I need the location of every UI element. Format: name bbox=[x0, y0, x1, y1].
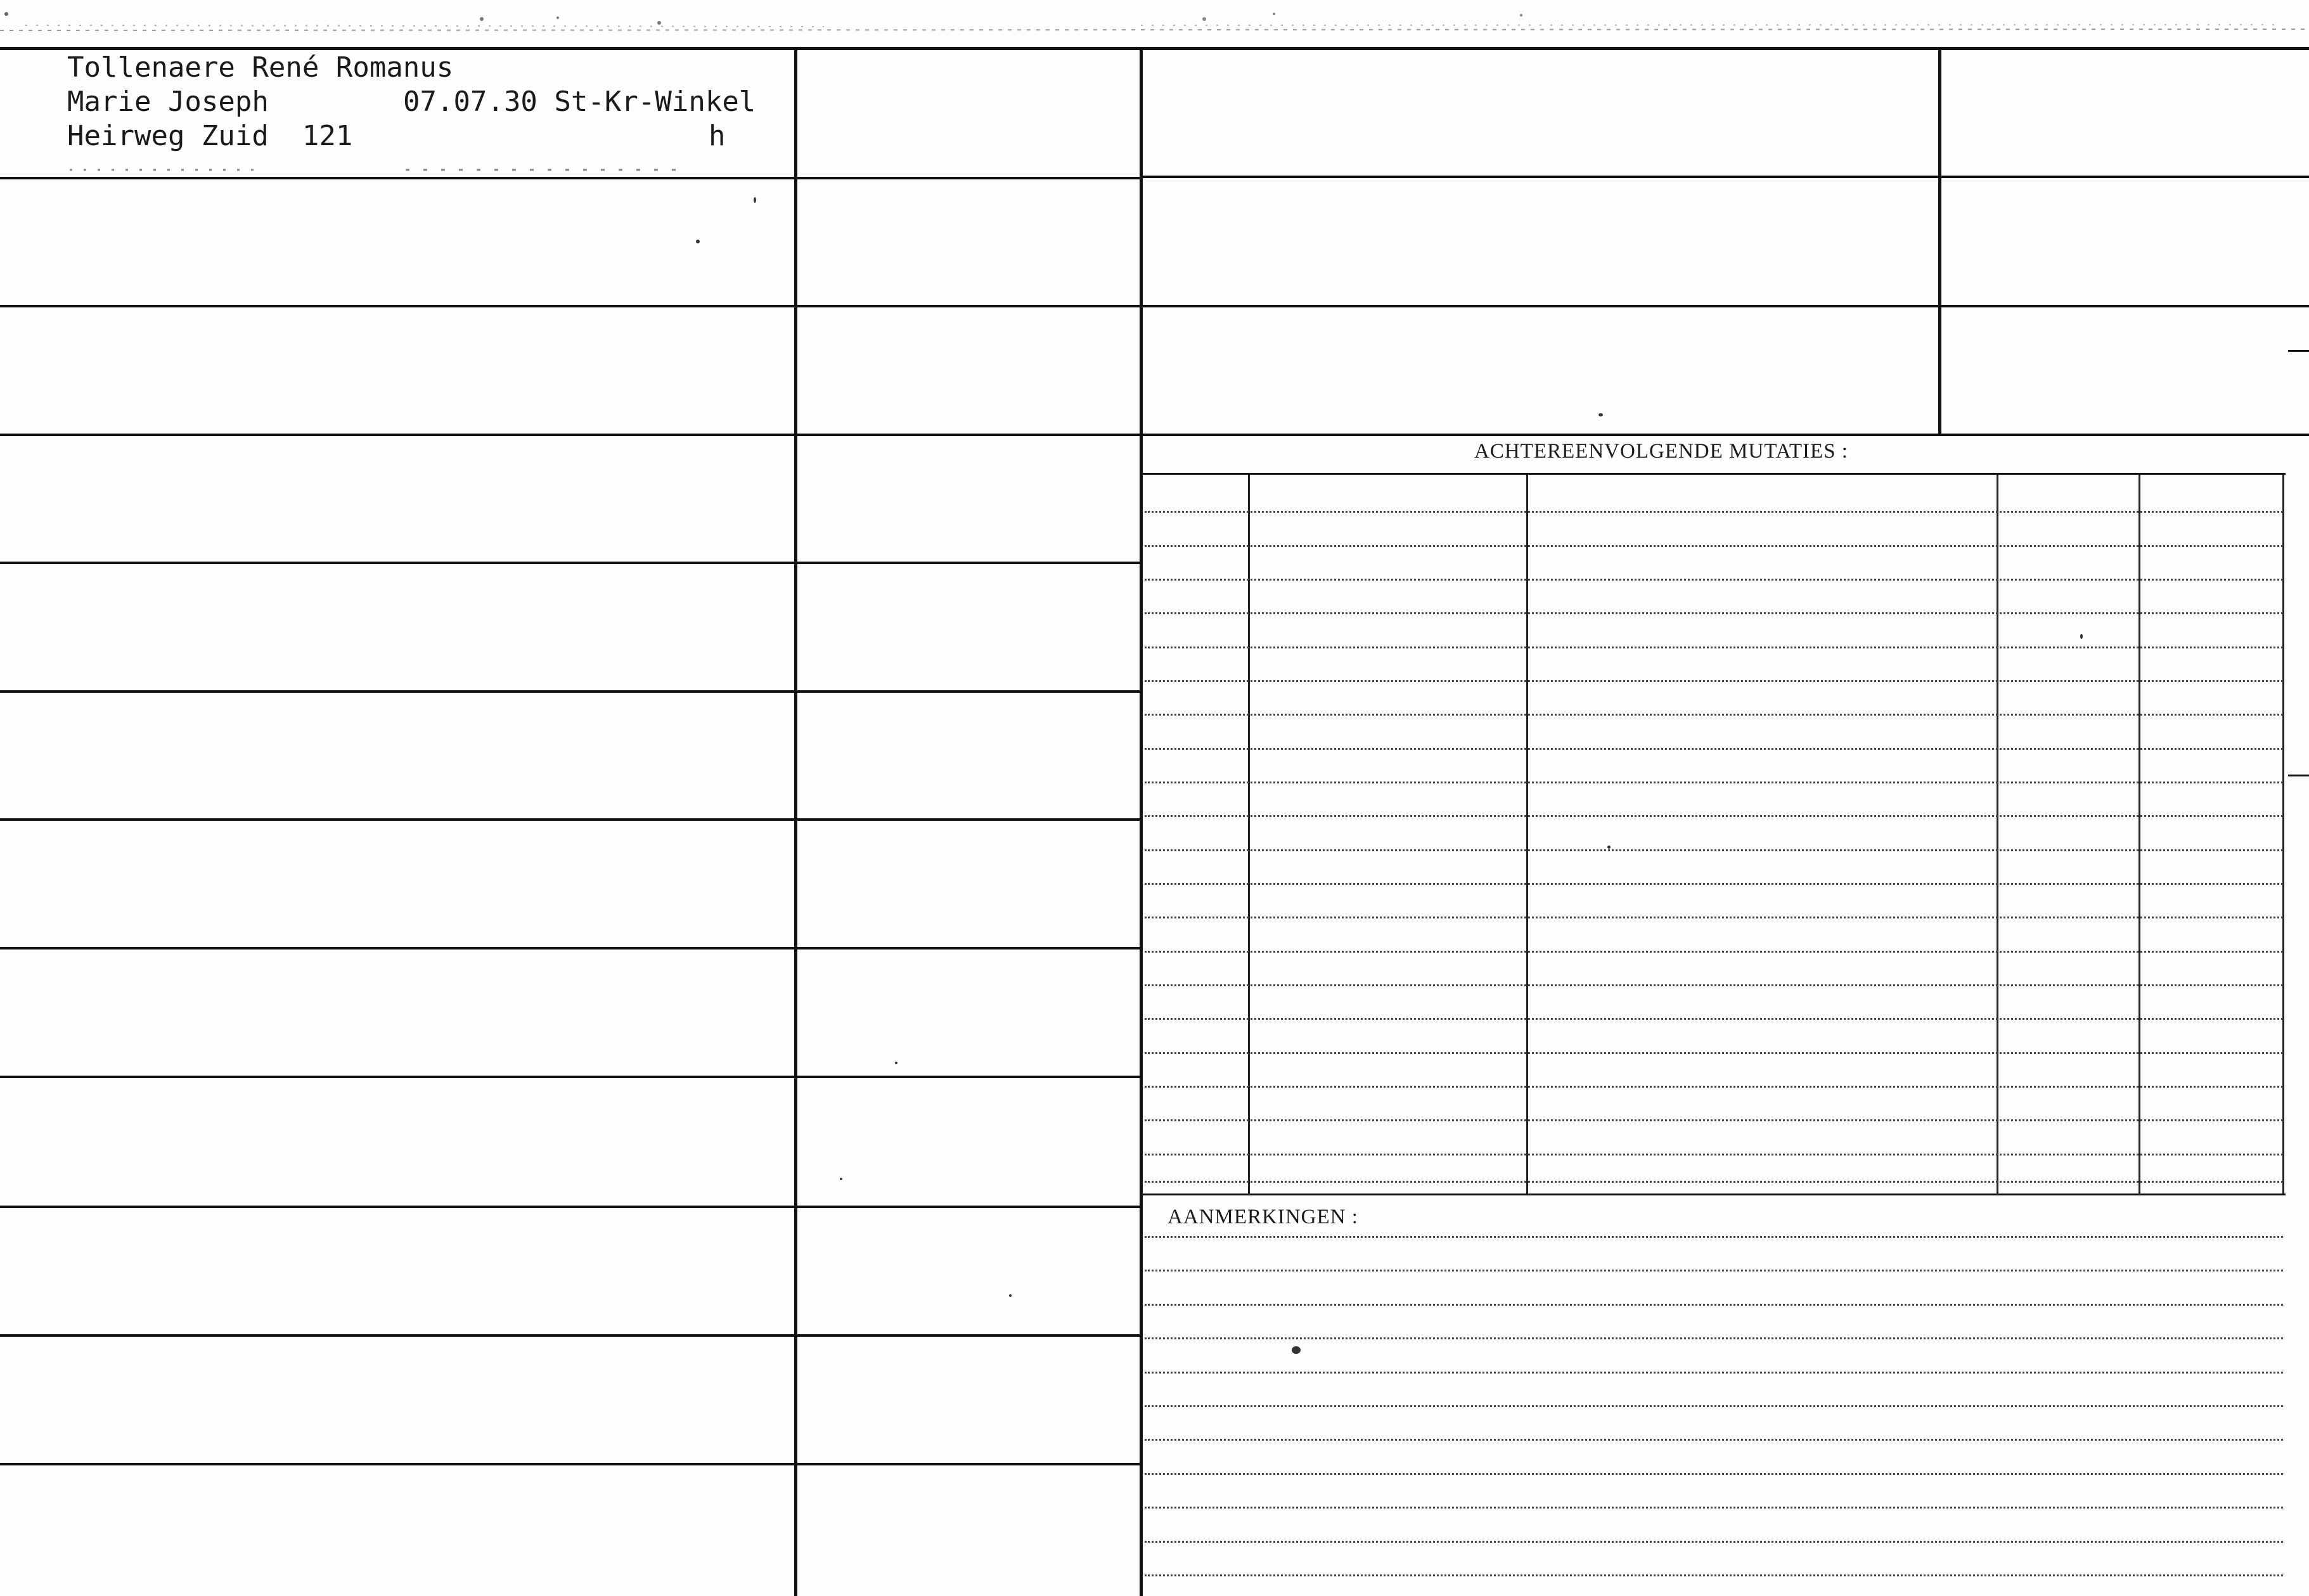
record-address: Heirweg Zuid 121 bbox=[67, 120, 353, 152]
scan-speck bbox=[840, 1178, 842, 1180]
left-row-rule bbox=[0, 562, 1141, 564]
left-row-rule bbox=[0, 305, 1141, 307]
left-row-rule bbox=[0, 1334, 1141, 1337]
mutations-row-line bbox=[1145, 579, 2283, 581]
mutations-row-line bbox=[1145, 951, 2283, 953]
remarks-line bbox=[1145, 1304, 2283, 1306]
mutations-row-line bbox=[1145, 714, 2283, 716]
scan-speck bbox=[1598, 413, 1603, 416]
left-row-rule bbox=[0, 818, 1141, 821]
mutations-row-line bbox=[1145, 815, 2283, 817]
remarks-line bbox=[1145, 1337, 2283, 1339]
record-birth-info: 07.07.30 St-Kr-Winkel bbox=[403, 86, 756, 118]
mutations-row-line bbox=[1145, 917, 2283, 918]
right-edge-tick bbox=[2288, 350, 2309, 352]
remarks-line bbox=[1145, 1574, 2283, 1576]
mutations-row-line bbox=[1145, 545, 2283, 547]
mutations-row-line bbox=[1145, 748, 2283, 750]
record-mark: h bbox=[709, 120, 726, 152]
mutations-row-line bbox=[1145, 511, 2283, 513]
mutations-row-line bbox=[1145, 1154, 2283, 1155]
scan-speck bbox=[1292, 1346, 1301, 1354]
scan-speck bbox=[1607, 846, 1611, 849]
left-row-rule bbox=[0, 947, 1141, 949]
mutations-row-line bbox=[1145, 1052, 2283, 1054]
left-row-rule bbox=[0, 690, 1141, 693]
record-name-line: Tollenaere René Romanus bbox=[67, 51, 454, 84]
scan-speck bbox=[2080, 634, 2083, 639]
mutations-row-line bbox=[1145, 984, 2283, 986]
mutations-row-line bbox=[1145, 782, 2283, 783]
remarks-line bbox=[1145, 1405, 2283, 1407]
remarks-line bbox=[1145, 1439, 2283, 1441]
left-column-divider bbox=[794, 48, 797, 1596]
right-top-rule bbox=[1141, 434, 2309, 436]
record-given-names: Marie Joseph bbox=[67, 86, 269, 118]
left-row-rule bbox=[0, 1076, 1141, 1078]
mutations-heading: ACHTEREENVOLGENDE MUTATIES : bbox=[1474, 440, 1848, 463]
remarks-line bbox=[1145, 1372, 2283, 1374]
mutations-row-line bbox=[1145, 1018, 2283, 1020]
top-rule bbox=[0, 47, 2309, 50]
scan-edge-noise bbox=[0, 0, 2309, 51]
remarks-line bbox=[1145, 1473, 2283, 1475]
cut-off-typed-line bbox=[63, 162, 697, 175]
scan-speck bbox=[696, 240, 700, 243]
scan-speck bbox=[1009, 1294, 1012, 1297]
scan-speck bbox=[895, 1062, 897, 1064]
right-top-divider bbox=[1938, 48, 1941, 435]
mutations-row-line bbox=[1145, 612, 2283, 614]
left-row-rule bbox=[0, 177, 1141, 179]
remarks-line bbox=[1145, 1541, 2283, 1543]
left-row-rule bbox=[0, 1463, 1141, 1465]
right-top-rule bbox=[1141, 305, 2309, 307]
mutations-table-top bbox=[1141, 473, 2286, 475]
remarks-line bbox=[1145, 1507, 2283, 1509]
right-edge-tick bbox=[2288, 775, 2309, 776]
mutations-row-line bbox=[1145, 1181, 2283, 1183]
left-row-rule bbox=[0, 1206, 1141, 1208]
mutations-row-line bbox=[1145, 680, 2283, 682]
remarks-line bbox=[1145, 1236, 2283, 1238]
mutations-row-line bbox=[1145, 1119, 2283, 1121]
scan-speck bbox=[754, 197, 756, 203]
right-top-rule bbox=[1141, 176, 2309, 178]
mutations-row-line bbox=[1145, 1086, 2283, 1088]
mutations-row-line bbox=[1145, 883, 2283, 885]
remarks-heading: AANMERKINGEN : bbox=[1167, 1206, 1358, 1228]
remarks-line bbox=[1145, 1270, 2283, 1271]
left-row-rule bbox=[0, 434, 1141, 436]
center-spine bbox=[1140, 48, 1143, 1596]
mutations-table-bottom bbox=[1141, 1194, 2286, 1195]
mutations-row-line bbox=[1145, 647, 2283, 648]
mutations-row-line bbox=[1145, 849, 2283, 851]
